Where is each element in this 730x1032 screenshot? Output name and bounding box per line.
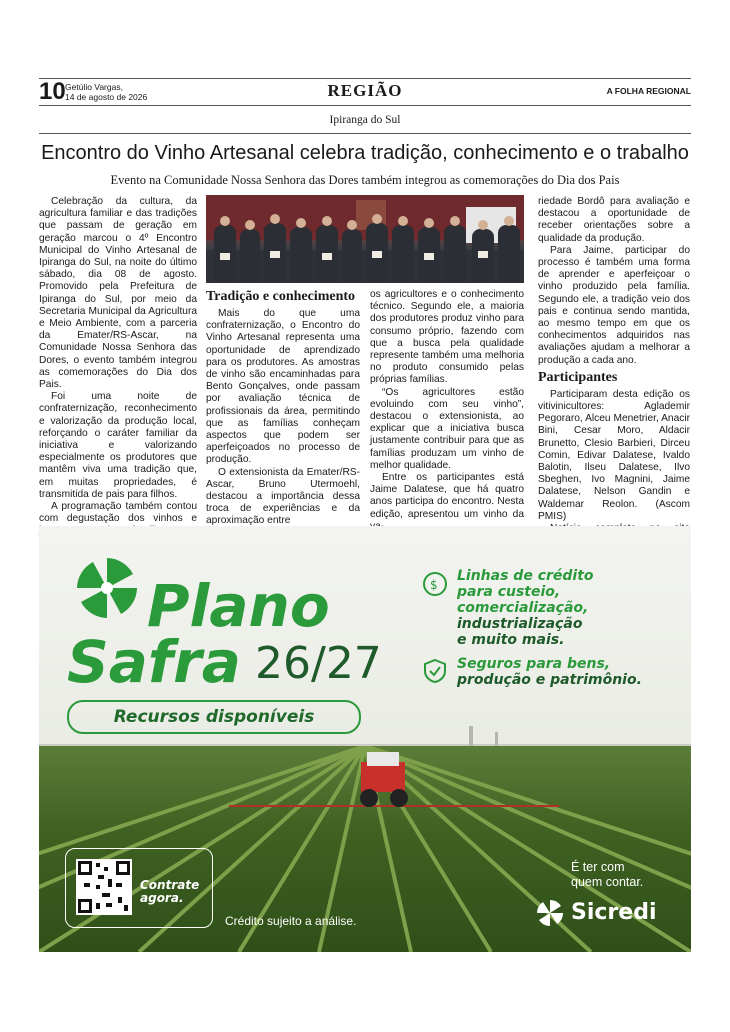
ad-benefit-line: industrialização [457,616,583,632]
city-label: Ipiranga do Sul [39,106,691,134]
pinwheel-logo-icon [75,556,139,620]
article-column-2 [206,289,360,528]
headline: Encontro do Vinho Artesanal celebra tradição, conhecimento e o trabalho [41,142,689,164]
paragraph: Foi uma noite de confraternização, reconhecimento e valorização da produção local, reforçando o caráter familiar da iniciativa e valorizando especialmente os produtores que mantêm viva uma tradição que, em muitas propriedades, é transmitida de pais para filhos. [39,391,197,500]
qr-code-icon[interactable] [76,859,132,915]
subheading-participantes: Participantes [538,369,618,385]
ad-benefit-line: produção e patrimônio. [457,672,642,688]
sicredi-logo-icon [535,898,565,928]
paragraph: Participaram desta edição os vitivinicultores: Aglademir Pegoraro, Alceu Menetrier, Anacir Bini, Cesar Moro, Aldacir Brunetto, Clesio Barbieri, Dirceu Comin, Edivar Dalatese, Ivaldo Balotin, Ilseu Dalatese, Ilvo Sbeghen, Ivo Magnini, Jaime Dalatese, Nelson Gandin e Waldemar Reolon. (Ascom PMIS) [538,388,690,522]
paragraph: A programação também contou com degustação dos vinhos e [39,501,197,525]
contrate-agora-text[interactable] [140,879,199,905]
ad-slogan [571,860,643,890]
refresh-money-icon [421,570,449,598]
article-photo [206,195,524,283]
ad-benefit-line: Seguros para bens, [457,656,611,672]
contrate-agora-box[interactable] [65,848,213,928]
date-line-1: Getúlio Vargas, [65,82,123,92]
cta-line[interactable]: agora. [140,891,184,905]
ad-title-plano: Plano [147,572,330,640]
tractor-icon [229,748,559,818]
subheadline: Evento na Comunidade Nossa Senhora das Dores também integrou as comemorações do Dia dos Pais [110,173,620,187]
ad-benefit-line: comercialização, [457,600,589,616]
paragraph: Celebração da cultura, da agricultura familiar e das tradições que passam de geração em geração marcou o 4º Encontro Municipal do Vinho Artesanal de Ipiranga do Sul, na noite do último sábado, dia 08 de agosto. Promovido pela Prefeitura de Ipiranga do Sul, por meio da Secretaria Municipal da Agricultura e Meio Ambiente, com a parceria da Emater/RS-Ascar, na Comunidade Nossa Senhora das Dores, o evento também integrou as comemorações do Dia dos Pais. [39,196,197,391]
ad-title-safra: Safra [67,628,241,696]
paragraph: riedade Bordô para avaliação e destacou a oportunidade de receber orientações sobre a qualidade da produção. [538,196,690,244]
section-title: REGIÃO [327,81,403,100]
recursos-pill: Recursos disponíveis [67,700,361,734]
paragraph: “Os agricultores estão evoluindo com seu vinho”, destacou o extensionista, ao explicar que a iniciativa busca justamente contribuir para que as famílias produzam um vinho de melhor qualidade. [370,386,524,471]
ad-benefit-line: e muito mais. [457,632,565,648]
paragraph: Para Jaime, participar do processo é também uma forma de aprender e aperfeiçoar o vinho produzido pela família. Segundo ele, a tradição veio dos pais e continua sendo mantida, ao mesmo tempo em que os conhecimentos adquiridos nas avaliações ajudam a melhorar a produção a cada ano. [538,244,690,366]
article-column-4 [538,196,690,547]
brand-name: Sicredi [571,900,657,925]
article-column-3 [370,289,524,533]
newspaper-name: A FOLHA REGIONAL [606,86,691,96]
paragraph: Mais do que uma confraternização, o Encontro do Vinho Artesanal representa uma oportunidade de aprendizado para os produtores. As amostras de vinho são encaminhadas para Bento Gonçalves, onde passam por avaliação técnica de profissionais da área, permitindo que as famílias conheçam aspectos que podem ser aperfeiçoados no processo de produção. [206,308,360,466]
credit-disclaimer: Crédito sujeito a análise. [225,914,357,928]
paragraph: os agricultores e o conhecimento técnico. Segundo ele, a maioria dos produtores produz vinho para consumo próprio, fazendo com que a busca pela qualidade represente também uma melhoria no produto consumido pelas próprias famílias. [370,289,524,386]
ad-benefit-line: para custeio, [457,584,561,600]
paragraph: O extensionista da Emater/RS-Ascar, Bruno Utermoehl, destacou a importância dessa troca de experiências e da aproximação entre [206,466,360,527]
group-photo-illustration [206,195,524,283]
page-header [39,78,691,106]
paragraph: Entre os participantes está Jaime Dalatese, que há quatro anos participa do encontro. Nesta edição, apresentou um vinho da [370,472,524,520]
ad-year: 26/27 [255,638,382,689]
subheading-tradicao: Tradição e conhecimento [206,289,356,304]
slogan-line: É ter com [571,860,625,874]
cta-line[interactable]: Contrate [140,878,200,892]
svg-text:$: $ [430,578,438,592]
article-column-1 [39,196,197,538]
date-line-2: 14 de agosto de 2026 [65,92,148,102]
plano-safra-advertisement[interactable] [39,526,691,952]
page-number: 10 [39,78,66,105]
slogan-line: quem contar. [571,875,644,889]
ad-benefit-line: Linhas de crédito [457,568,594,584]
shield-check-icon [423,658,447,684]
